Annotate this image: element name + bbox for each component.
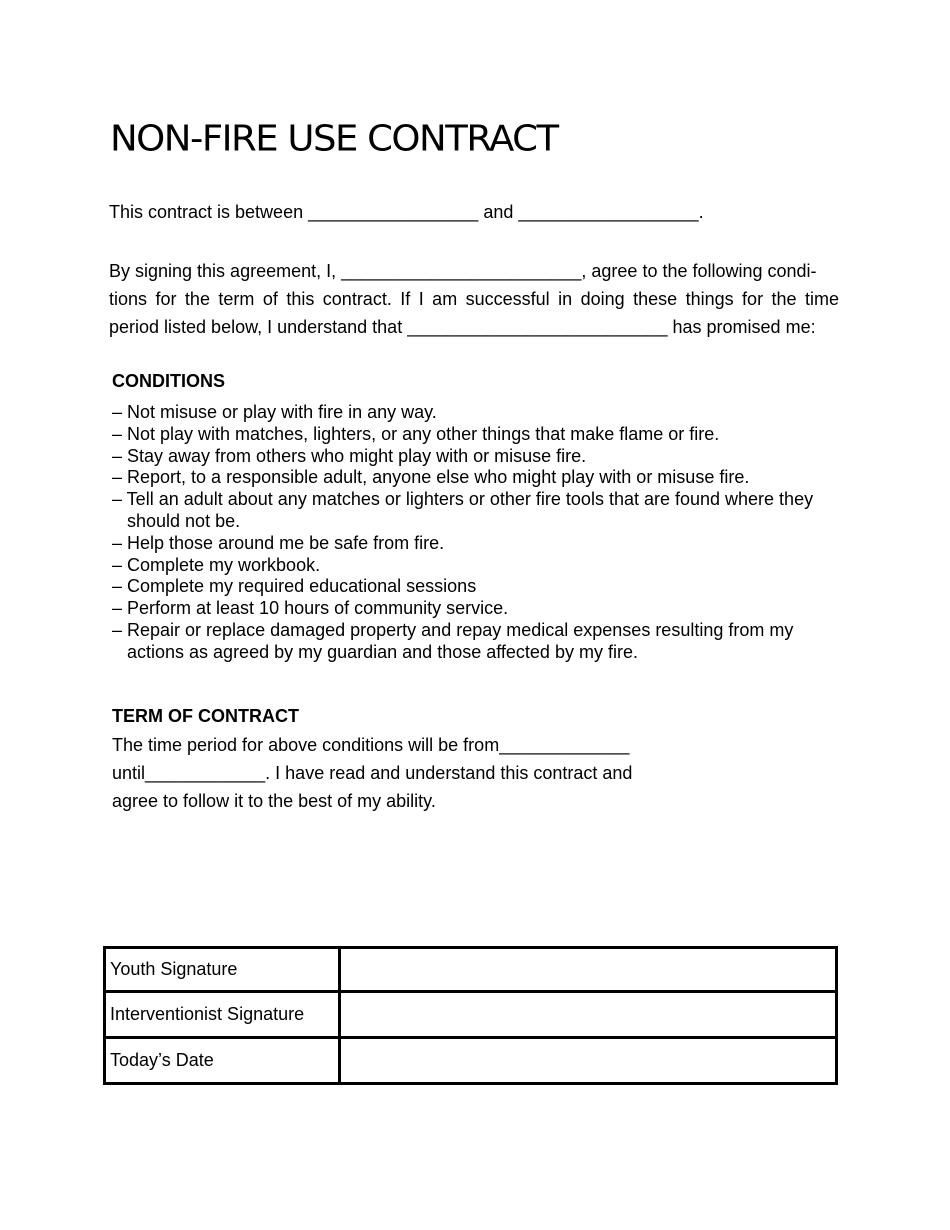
end-date-blank[interactable]: ____________ [145,763,266,783]
conditions-list [112,402,832,664]
condition-item: – Help those around me be safe from fire. [112,532,445,553]
start-date-blank[interactable]: _____________ [499,735,630,755]
agreement-line-3-suffix: has promised me: [672,317,816,337]
condition-item: – Stay away from others who might play with or misuse fire. [112,445,587,466]
condition-item: – Complete my required educational sessions [112,576,477,597]
condition-item: – Complete my workbook. [112,554,321,575]
youth-signature-field[interactable] [340,948,837,992]
table-row [105,948,837,992]
interventionist-signature-label: Interventionist Signature [105,992,340,1038]
term-line-1 [112,731,672,759]
todays-date-field[interactable] [340,1038,837,1084]
table-row [105,992,837,1038]
youth-signature-label: Youth Signature [105,948,340,992]
term-paragraph [112,731,672,815]
agreement-line-2: tions for the term of this contract. If I am successful in doing these things for the time [109,289,839,309]
agreement-line-3-prefix: period listed below, I understand that [109,317,403,337]
term-line-3: agree to follow it to the best of my ability. [112,791,436,811]
page-title: NON-FIRE USE CONTRACT [110,118,558,159]
condition-item: – Tell an adult about any matches or lighters or other fire tools that are found where they should not be. [112,489,814,531]
agreement-paragraph [109,257,839,341]
interventionist-signature-field[interactable] [340,992,837,1038]
condition-item: – Not play with matches, lighters, or any other things that make flame or fire. [112,423,720,444]
party-two-blank[interactable]: __________________ [518,202,699,222]
term-line-2 [112,759,672,787]
promiser-name-blank[interactable]: __________________________ [407,317,668,337]
condition-item: – Report, to a responsible adult, anyone else who might play with or misuse fire. [112,467,750,488]
party-one-blank[interactable]: _________________ [308,202,479,222]
condition-item: – Perform at least 10 hours of community service. [112,598,509,619]
parties-end: . [698,202,704,222]
term-line-1-prefix: The time period for above conditions will be from [112,735,500,755]
term-heading: TERM OF CONTRACT [112,706,299,726]
conditions-heading: CONDITIONS [112,371,226,391]
agreement-line-3 [109,313,839,341]
signer-name-blank[interactable]: ________________________ [341,261,582,281]
agreement-line-1 [109,257,839,285]
table-row [105,1038,837,1084]
parties-and: and [483,202,514,222]
condition-item: – Not misuse or play with fire in any way. [112,402,437,422]
todays-date-label: Today’s Date [105,1038,340,1084]
condition-item: – Repair or replace damaged property and repay medical expenses resulting from my actions as agreed by my guardian and those affected by my fire. [112,619,794,662]
term-line-2-suffix: . I have read and understand this contract and [265,763,633,783]
agreement-line-1-suffix: , agree to the following condi- [581,261,817,281]
term-line-2-prefix: until [112,763,146,783]
parties-prefix: This contract is between [109,202,304,222]
signature-table [103,946,838,1085]
agreement-line-1-prefix: By signing this agreement, I, [109,261,337,281]
contract-parties-line [109,202,704,223]
